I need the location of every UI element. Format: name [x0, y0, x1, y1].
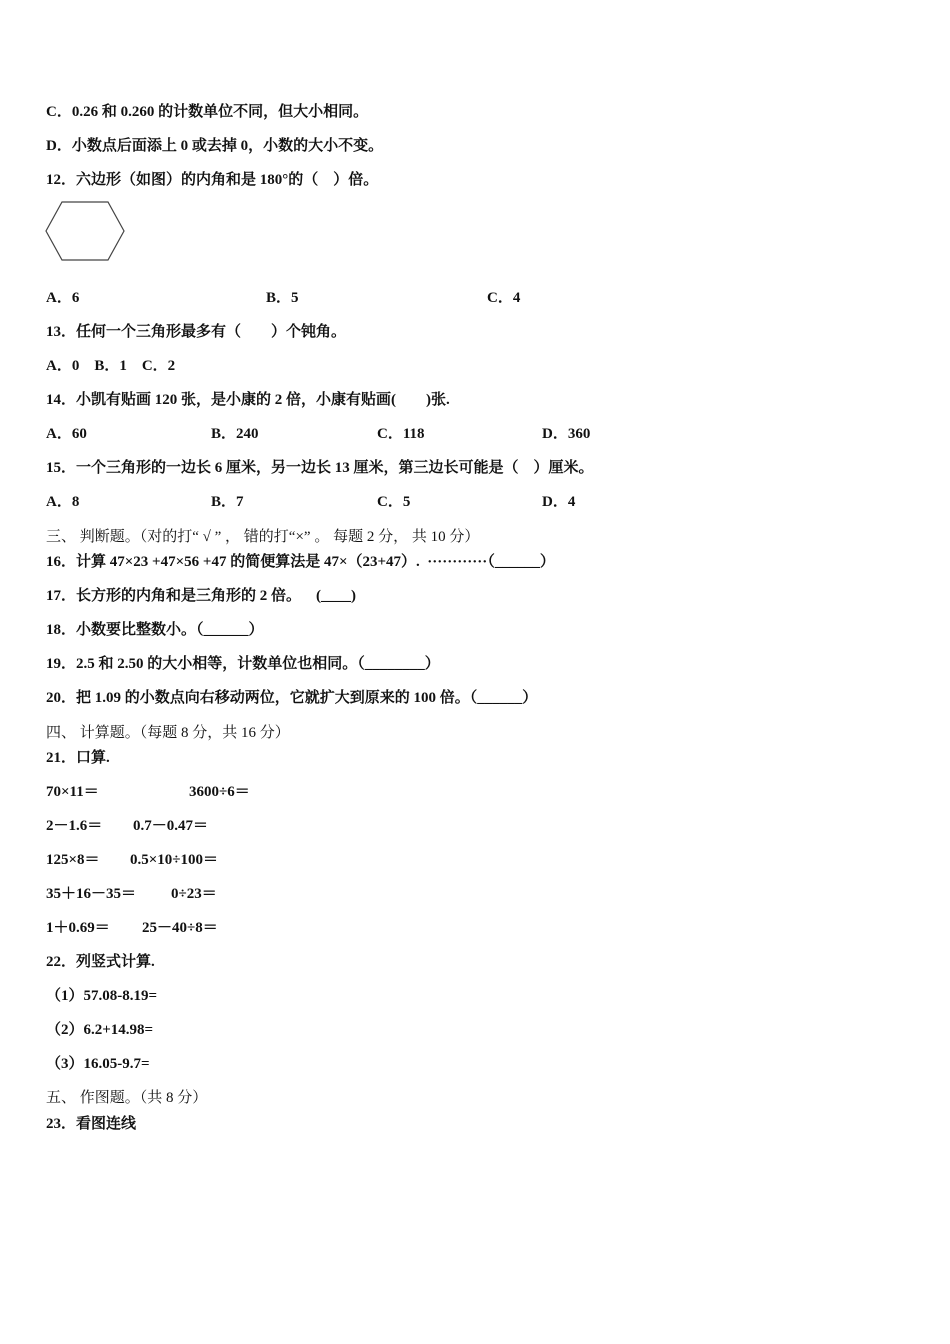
q14-option-c: C．118 — [377, 426, 425, 442]
q12-option-c: C．4 — [487, 290, 521, 306]
q21-item: 70×11＝ — [46, 784, 99, 800]
q12-text: 12．六边形（如图）的内角和是 180°的（ ）倍。 — [46, 172, 379, 188]
section5-heading: 五、 作图题。（共 8 分） — [46, 1090, 208, 1106]
q13-text: 13．任何一个三角形最多有（ ）个钝角。 — [46, 324, 347, 340]
q18-text: 18．小数要比整数小。（______） — [46, 622, 264, 638]
q21-item: 125×8＝ — [46, 852, 100, 868]
section4-heading: 四、 计算题。（每题 8 分，共 16 分） — [46, 725, 290, 741]
q21-item: 1＋0.69＝ — [46, 920, 110, 936]
q17-text: 17．长方形的内角和是三角形的 2 倍。 (____) — [46, 588, 356, 604]
q21-title: 21．口算. — [46, 750, 110, 766]
section3-heading: 三、 判断题。（对的打“ √ ” ， 错的打“×” 。 每题 2 分， 共 10 分） — [46, 529, 480, 545]
q11-option-d: D．小数点后面添上 0 或去掉 0，小数的大小不变。 — [46, 138, 384, 154]
q13-options: A．0 B．1 C．2 — [46, 358, 176, 374]
q12-option-a: A．6 — [46, 290, 80, 306]
hexagon-figure — [45, 200, 127, 262]
q15-option-d: D．4 — [542, 494, 576, 510]
q20-text: 20．把 1.09 的小数点向右移动两位，它就扩大到原来的 100 倍。（______） — [46, 690, 538, 706]
q14-option-b: B．240 — [211, 426, 259, 442]
q15-option-b: B．7 — [211, 494, 244, 510]
q16-text: 16．计算 47×23 +47×56 +47 的简便算法是 47×（23+47）. ············（______） — [46, 554, 555, 570]
q15-text: 15．一个三角形的一边长 6 厘米，另一边长 13 厘米，第三边长可能是（ ）厘米。 — [46, 460, 594, 476]
q11-option-c: C．0.26 和 0.260 的计数单位不同，但大小相同。 — [46, 104, 369, 120]
q21-item: 0.7－0.47＝ — [133, 818, 209, 834]
q21-item: 2－1.6＝ — [46, 818, 103, 834]
q21-item: 0.5×10÷100＝ — [130, 852, 219, 868]
q22-item: （1）57.08-8.19= — [46, 988, 158, 1004]
q15-option-a: A．8 — [46, 494, 80, 510]
q22-item: （3）16.05-9.7= — [46, 1056, 150, 1072]
q21-item: 35＋16－35＝ — [46, 886, 137, 902]
q22-item: （2）6.2+14.98= — [46, 1022, 154, 1038]
q21-item: 25－40÷8＝ — [142, 920, 218, 936]
q22-title: 22．列竖式计算. — [46, 954, 155, 970]
q23-text: 23．看图连线 — [46, 1116, 137, 1132]
q21-item: 0÷23＝ — [171, 886, 217, 902]
q14-option-d: D．360 — [542, 426, 591, 442]
q15-option-c: C．5 — [377, 494, 411, 510]
q14-text: 14．小凯有贴画 120 张，是小康的 2 倍，小康有贴画( )张. — [46, 392, 450, 408]
q21-item: 3600÷6＝ — [189, 784, 250, 800]
q19-text: 19．2.5 和 2.50 的大小相等，计数单位也相同。（________） — [46, 656, 440, 672]
q14-option-a: A．60 — [46, 426, 87, 442]
q12-option-b: B．5 — [266, 290, 299, 306]
